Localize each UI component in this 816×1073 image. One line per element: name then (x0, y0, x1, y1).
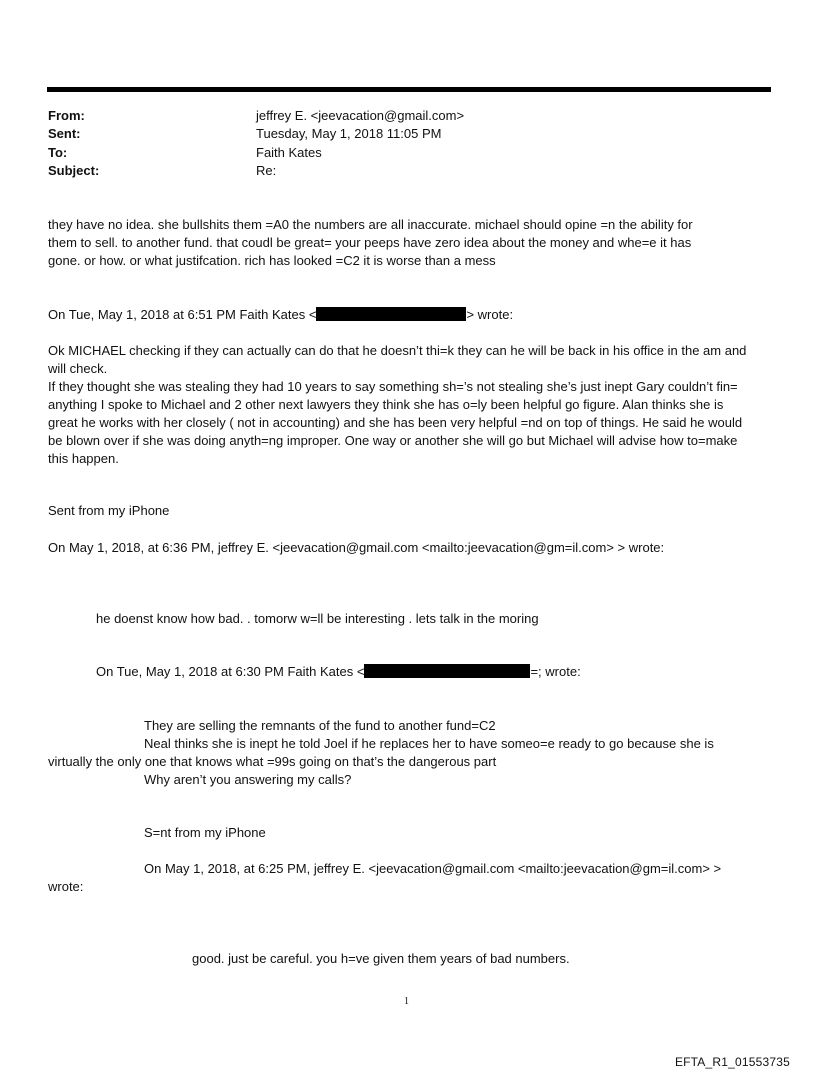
quote-header (96, 664, 581, 679)
header-rule (47, 87, 771, 92)
redaction-box (364, 664, 530, 678)
subject-label: Subject: (48, 163, 100, 178)
quote-header: wrote: (48, 879, 84, 894)
body-line: virtually the only one that knows what =99s going on that’s the dangerous part (48, 754, 497, 769)
to-value: Faith Kates (256, 145, 322, 160)
body-line: will check. (48, 361, 108, 376)
signature-line: S=nt from my iPhone (144, 825, 266, 840)
quote-header-text: On Tue, May 1, 2018 at 6:51 PM Faith Kates < (48, 307, 317, 322)
body-line: If they thought she was stealing they had 10 years to say something sh=’s not stealing she’s just inept Gary couldn’t fin= (48, 379, 738, 394)
signature-line: Sent from my iPhone (48, 503, 170, 518)
body-line: They are selling the remnants of the fund to another fund=C2 (144, 718, 496, 733)
body-line: gone. or how. or what justifcation. rich has looked =C2 it is worse than a mess (48, 253, 496, 268)
body-line: good. just be careful. you h=ve given them years of bad numbers. (192, 951, 570, 966)
subject-value: Re: (256, 163, 277, 178)
from-label: From: (48, 108, 85, 123)
quote-header-text: =; wrote: (530, 664, 581, 679)
body-line: be blown over if she was doing anyth=ng improper. One way or another she will go but Michael will advise how to=make (48, 433, 738, 448)
redaction-box (316, 307, 466, 321)
body-line: he doenst know how bad. . tomorw w=ll be interesting . lets talk in the moring (96, 611, 539, 626)
body-line: anything I spoke to Michael and 2 other next lawyers they think she has o=ly been helpful go figure. Alan thinks she is (48, 397, 724, 412)
sent-label: Sent: (48, 126, 81, 141)
page-number: 1 (404, 996, 409, 1007)
to-label: To: (48, 145, 68, 160)
body-line: great he works with her closely ( not in accounting) and she has been very helpful =nd on top of things. He said he would (48, 415, 743, 430)
quote-header-text: On Tue, May 1, 2018 at 6:30 PM Faith Kates < (96, 664, 365, 679)
body-line: Why aren’t you answering my calls? (144, 772, 352, 787)
body-line: Ok MICHAEL checking if they can actually can do that he doesn’t thi=k they can he will be back in his office in the am and (48, 343, 747, 358)
body-line: Neal thinks she is inept he told Joel if he replaces her to have someo=e ready to go because she is (144, 736, 714, 751)
quote-header: On May 1, 2018, at 6:25 PM, jeffrey E. <jeevacation@gmail.com <mailto:jeevacation@gm=il.com> > (144, 861, 722, 876)
body-line: this happen. (48, 451, 119, 466)
quote-header (48, 307, 513, 322)
quote-header-text: > wrote: (466, 307, 514, 322)
from-value: jeffrey E. <jeevacation@gmail.com> (256, 108, 465, 123)
body-line: they have no idea. she bullshits them =A0 the numbers are all inaccurate. michael should opine =n the ability for (48, 217, 693, 232)
sent-value: Tuesday, May 1, 2018 11:05 PM (256, 126, 442, 141)
quote-header: On May 1, 2018, at 6:36 PM, jeffrey E. <jeevacation@gmail.com <mailto:jeevacation@gm=il.com> > wrote: (48, 540, 665, 555)
bates-number: EFTA_R1_01553735 (674, 1055, 790, 1069)
body-line: them to sell. to another fund. that coudl be great= your peeps have zero idea about the money and whe=e it has (48, 235, 692, 250)
